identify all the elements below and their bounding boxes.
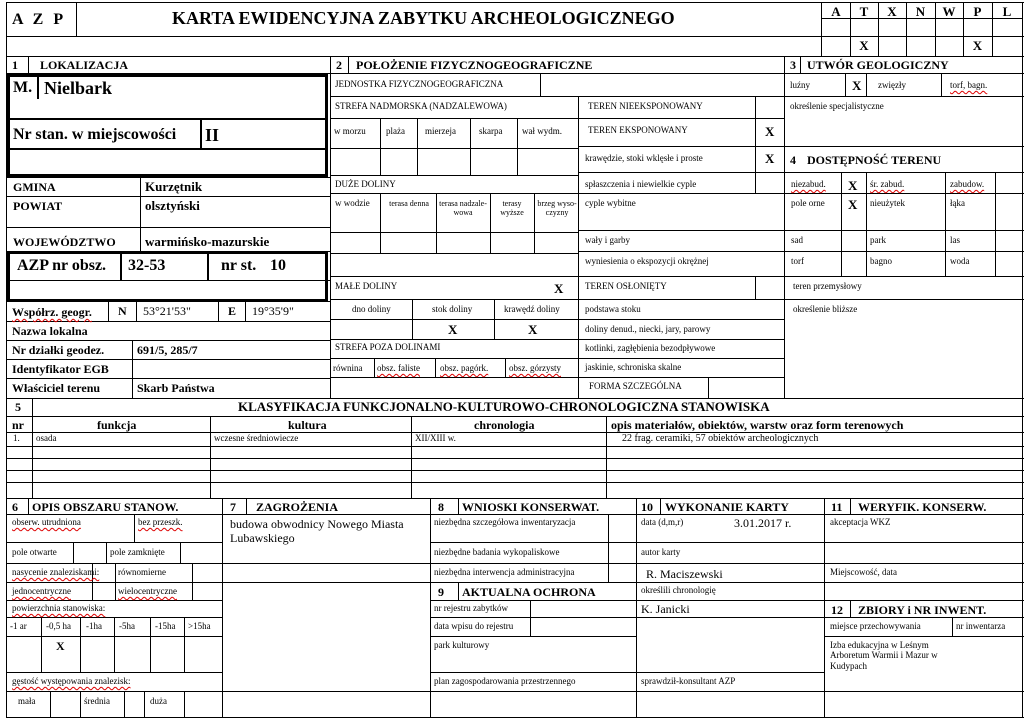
egb-label: Identyfikator EGB xyxy=(12,362,109,376)
section-11-num: 11 xyxy=(831,500,843,514)
section-3-title: UTWÓR GEOLOGICZNY xyxy=(807,58,949,72)
coastal-col-5: wał wydm. xyxy=(522,126,562,136)
wkz-acceptance-label: akceptacja WKZ xyxy=(830,517,891,527)
area-gt15ha: >15ha xyxy=(188,621,211,631)
density-low: mała xyxy=(18,696,36,706)
storage-place-label: miejsce przechowywania xyxy=(830,621,921,631)
closed-field-label: pole zamknięte xyxy=(110,547,165,557)
registry-nr-label: nr rejestru zabytków xyxy=(434,603,508,613)
jednostka-label: JEDNOSTKA FIZYCZNOGEOGRAFICZNA xyxy=(335,79,504,89)
peat-label: torf, bagn. xyxy=(950,80,988,90)
access-r2-mark: X xyxy=(848,197,858,212)
n-value: 53°21'53" xyxy=(143,304,191,318)
voivodeship-label: WOJEWÓDZTWO xyxy=(13,235,116,249)
section-5-num: 5 xyxy=(15,400,21,414)
special-form-label: FORMA SZCZEGÓLNA xyxy=(589,381,682,391)
chronology-by-value: K. Janicki xyxy=(641,602,690,616)
capes-label: cyple wybitne xyxy=(585,198,636,208)
ridges-label: wały i garby xyxy=(585,235,630,245)
section-4-num: 4 xyxy=(790,153,796,167)
area-5ha: -5ha xyxy=(119,621,135,631)
access-r1-2: śr. zabud. xyxy=(870,179,905,189)
exposed-mark: X xyxy=(765,124,775,139)
chronology-by-label: określili chronologię xyxy=(641,585,716,595)
specialist-label: określenie specjalistyczne xyxy=(790,101,884,111)
section-9-num: 9 xyxy=(438,585,444,599)
open-field-label: pole otwarte xyxy=(12,547,57,557)
mountain-label: obsz. górzysty xyxy=(509,363,561,373)
code-w: W xyxy=(942,4,956,19)
code-l: L xyxy=(1002,4,1012,19)
n-label: N xyxy=(118,304,127,318)
place-date-label: Miejscowość, data xyxy=(830,567,897,577)
inventory-nr-label: nr inwentarza xyxy=(956,621,1006,631)
col-function: funkcja xyxy=(97,418,137,432)
polycentric-label: wielocentryczne xyxy=(118,586,177,596)
uniform-label: równomierne xyxy=(118,567,166,577)
code-t: T xyxy=(859,4,869,19)
section-12-num: 12 xyxy=(831,603,843,617)
author-value: R. Maciszewski xyxy=(646,567,723,581)
section-11-title: WERYFIK. KONSERW. xyxy=(858,500,987,514)
section-7-num: 7 xyxy=(230,500,236,514)
section-6-num: 6 xyxy=(12,500,18,514)
section-4-title: DOSTĘPNOŚĆ TERENU xyxy=(807,153,942,167)
slopes-label: krawędzie, stoki wklęsłe i proste xyxy=(585,153,703,163)
row-1-function: osada xyxy=(36,433,57,443)
valley-slope-mark: X xyxy=(448,322,458,337)
closer-label: określenie bliższe xyxy=(793,304,858,314)
caves-label: jaskinie, schroniska skalne xyxy=(585,362,682,372)
excavation-label: niezbędne badania wykopaliskowe xyxy=(434,547,560,557)
exposed-label: TEREN EKSPONOWANY xyxy=(588,125,688,135)
section-9-title: AKTUALNA OCHRONA xyxy=(462,585,596,599)
unobstructed-label: bez przeszk. xyxy=(138,517,183,527)
basins-label: kotlinki, zagłębienia bezodpływowe xyxy=(585,343,716,353)
access-r4-1: torf xyxy=(791,256,804,266)
section-1-title: LOKALIZACJA xyxy=(40,58,129,72)
obstructed-label: obserw. utrudniona xyxy=(12,517,81,527)
date-label: data (d,m,r) xyxy=(641,517,684,527)
registry-date-label: data wpisu do rejestru xyxy=(434,621,514,631)
section-2-title: POŁOŻENIE FIZYCZNOGEOGRAFICZNE xyxy=(356,58,593,72)
azp-area-value: 32-53 xyxy=(128,257,166,274)
voivodeship-value: warmińsko-mazurskie xyxy=(145,234,270,249)
site-nr-label: nr st. xyxy=(221,257,257,274)
row-1-chronology: XII/XIII w. xyxy=(415,433,456,443)
access-r2-1: pole orne xyxy=(791,198,825,208)
loose-label: luźny xyxy=(790,80,810,90)
sheltered-label: TEREN OSŁONIĘTY xyxy=(585,281,667,291)
col-culture: kultura xyxy=(288,418,327,432)
access-r4-3: woda xyxy=(950,256,970,266)
row-1-description: 22 frag. ceramiki, 57 obiektów archeologicznych xyxy=(622,433,819,444)
coastal-col-3: mierzeja xyxy=(425,126,456,136)
powiat-value: olsztyński xyxy=(145,198,200,213)
site-nr-value: 10 xyxy=(270,257,286,274)
large-col-2: terasa denna xyxy=(389,199,429,208)
parcels-value: 691/5, 285/7 xyxy=(137,343,198,357)
threats-value: budowa obwodnicy Nowego Miasta Lubawskiego xyxy=(230,517,404,545)
large-col-4: terasy wyższe xyxy=(500,199,524,218)
access-r2-2: nieużytek xyxy=(870,198,905,208)
large-col-5: brzeg wyso-czyzny xyxy=(537,199,577,218)
large-valleys-label: DUŻE DOLINY xyxy=(335,179,396,189)
valley-slope-label: stok doliny xyxy=(432,304,473,314)
slope-base-label: podstawa stoku xyxy=(585,304,641,314)
gmina-value: Kurzętnik xyxy=(145,179,203,194)
section-3-num: 3 xyxy=(790,58,796,72)
access-r1-3: zabudow. xyxy=(950,179,985,189)
area-1ar: -1 ar xyxy=(10,621,27,631)
coastal-zone-label: STREFA NADMORSKA (NADZALEWOWA) xyxy=(335,101,507,111)
section-12-title: ZBIORY i NR INWENT. xyxy=(858,603,987,617)
author-label: autor karty xyxy=(641,547,681,557)
valley-floor-label: dno doliny xyxy=(352,304,391,314)
m-label: M. xyxy=(13,79,33,96)
small-valleys-label: MAŁE DOLINY xyxy=(335,281,398,291)
local-name-label: Nazwa lokalna xyxy=(12,324,88,338)
large-col-3: terasa nadzale-wowa xyxy=(439,199,487,218)
code-p: P xyxy=(973,4,982,19)
mark-p: X xyxy=(972,38,983,53)
access-r3-2: park xyxy=(870,235,886,245)
e-label: E xyxy=(228,304,237,318)
wavy-label: obsz. faliste xyxy=(377,363,420,373)
date-value: 3.01.2017 r. xyxy=(734,516,792,530)
coords-label: Współrz. geogr. xyxy=(12,305,92,319)
section-7-title: ZAGROŻENIA xyxy=(256,500,339,514)
section-10-num: 10 xyxy=(641,500,653,514)
code-n: N xyxy=(915,4,926,19)
saturation-label: nasycenie znaleziskami: xyxy=(12,567,100,577)
large-col-1: w wodzie xyxy=(335,198,370,208)
section-8-num: 8 xyxy=(438,500,444,514)
cultural-park-label: park kulturowy xyxy=(434,640,490,650)
denudation-label: doliny denud., niecki, jary, parowy xyxy=(585,324,711,334)
industrial-label: teren przemysłowy xyxy=(793,281,862,291)
row-1-culture: wczesne średniowiecze xyxy=(214,433,299,443)
storage-place-value: Izba edukacyjna w Leśnym Arboretum Warmii i Mazur w Kudypach xyxy=(830,640,938,671)
access-r2-3: łąka xyxy=(950,198,965,208)
card-title: KARTA EWIDENCYJNA ZABYTKU ARCHEOLOGICZNEGO xyxy=(172,8,675,28)
col-description: opis materiałów, obiektów, warstw oraz form terenowych xyxy=(611,418,904,432)
unexposed-label: TEREN NIEEKSPONOWANY xyxy=(588,101,703,111)
section-5-title: KLASYFIKACJA FUNKCJONALNO-KULTUROWO-CHRONOLOGICZNA STANOWISKA xyxy=(238,399,770,414)
flattenings-label: spłaszczenia i niewielkie cyple xyxy=(585,179,697,189)
owner-label: Właściciel terenu xyxy=(12,381,101,395)
compact-label: zwięzły xyxy=(878,80,906,90)
small-valleys-mark: X xyxy=(554,281,564,296)
section-2-num: 2 xyxy=(336,58,342,72)
gmina-label: GMINA xyxy=(13,180,56,194)
access-r1-mark: X xyxy=(848,178,858,193)
owner-value: Skarb Państwa xyxy=(137,381,215,395)
powiat-label: POWIAT xyxy=(13,199,63,213)
area-15ha: -15ha xyxy=(155,621,176,631)
intervention-label: niezbędna interwencja administracyjna xyxy=(434,567,575,577)
density-medium: średnia xyxy=(84,696,110,706)
e-value: 19°35'9" xyxy=(252,304,294,318)
access-r3-3: las xyxy=(950,235,960,245)
monocentric-label: jednocentryczne xyxy=(12,586,71,596)
elevations-label: wyniesienia o ekspozycji okrężnej xyxy=(585,256,709,266)
density-label: gęstość występowania znalezisk: xyxy=(12,676,131,686)
site-number-value: II xyxy=(205,125,220,145)
valley-edge-mark: X xyxy=(528,322,538,337)
col-nr: nr xyxy=(12,418,24,432)
section-1-num: 1 xyxy=(12,58,18,72)
coastal-col-4: skarpa xyxy=(479,126,503,136)
access-r4-2: bagno xyxy=(870,256,892,266)
inventory-label: niezbędna szczegółowa inwentaryzacja xyxy=(434,517,576,527)
code-x: X xyxy=(887,4,897,19)
section-10-title: WYKONANIE KARTY xyxy=(665,500,789,514)
section-6-title: OPIS OBSZARU STANOW. xyxy=(32,500,179,514)
spatial-plan-label: plan zagospodarowania przestrzennego xyxy=(434,676,576,686)
area-1ha: -1ha xyxy=(86,621,102,631)
col-chronology: chronologia xyxy=(474,418,535,432)
azp-label: A Z P xyxy=(12,11,67,28)
plain-label: równina xyxy=(333,363,363,373)
locality-value: Nielbark xyxy=(44,78,113,98)
area-05ha: -0,5 ha xyxy=(46,621,71,631)
density-high: duża xyxy=(150,696,167,706)
access-r1-1: niezabud. xyxy=(791,179,826,189)
row-1-nr: 1. xyxy=(13,433,20,443)
coastal-col-1: w morzu xyxy=(334,126,366,136)
section-8-title: WNIOSKI KONSERWAT. xyxy=(462,500,600,514)
outside-valleys-label: STREFA POZA DOLINAMI xyxy=(335,342,441,352)
slopes-mark: X xyxy=(765,151,775,166)
azp-area-label: AZP nr obsz. xyxy=(17,257,107,274)
checked-by-label: sprawdził-konsultant AZP xyxy=(641,676,736,686)
area-mark: X xyxy=(56,639,65,653)
access-r3-1: sad xyxy=(791,235,803,245)
mark-t: X xyxy=(859,38,869,53)
coastal-col-2: plaża xyxy=(386,126,405,136)
surface-area-label: powierzchnia stanowiska: xyxy=(12,603,106,613)
site-number-label: Nr stan. w miejscowości xyxy=(13,126,177,143)
loose-mark: X xyxy=(852,78,862,93)
parcels-label: Nr działki geodez. xyxy=(12,343,105,357)
hilly-label: obsz. pagórk. xyxy=(440,363,489,373)
valley-edge-label: krawędź doliny xyxy=(504,304,560,314)
code-a: A xyxy=(831,4,841,19)
